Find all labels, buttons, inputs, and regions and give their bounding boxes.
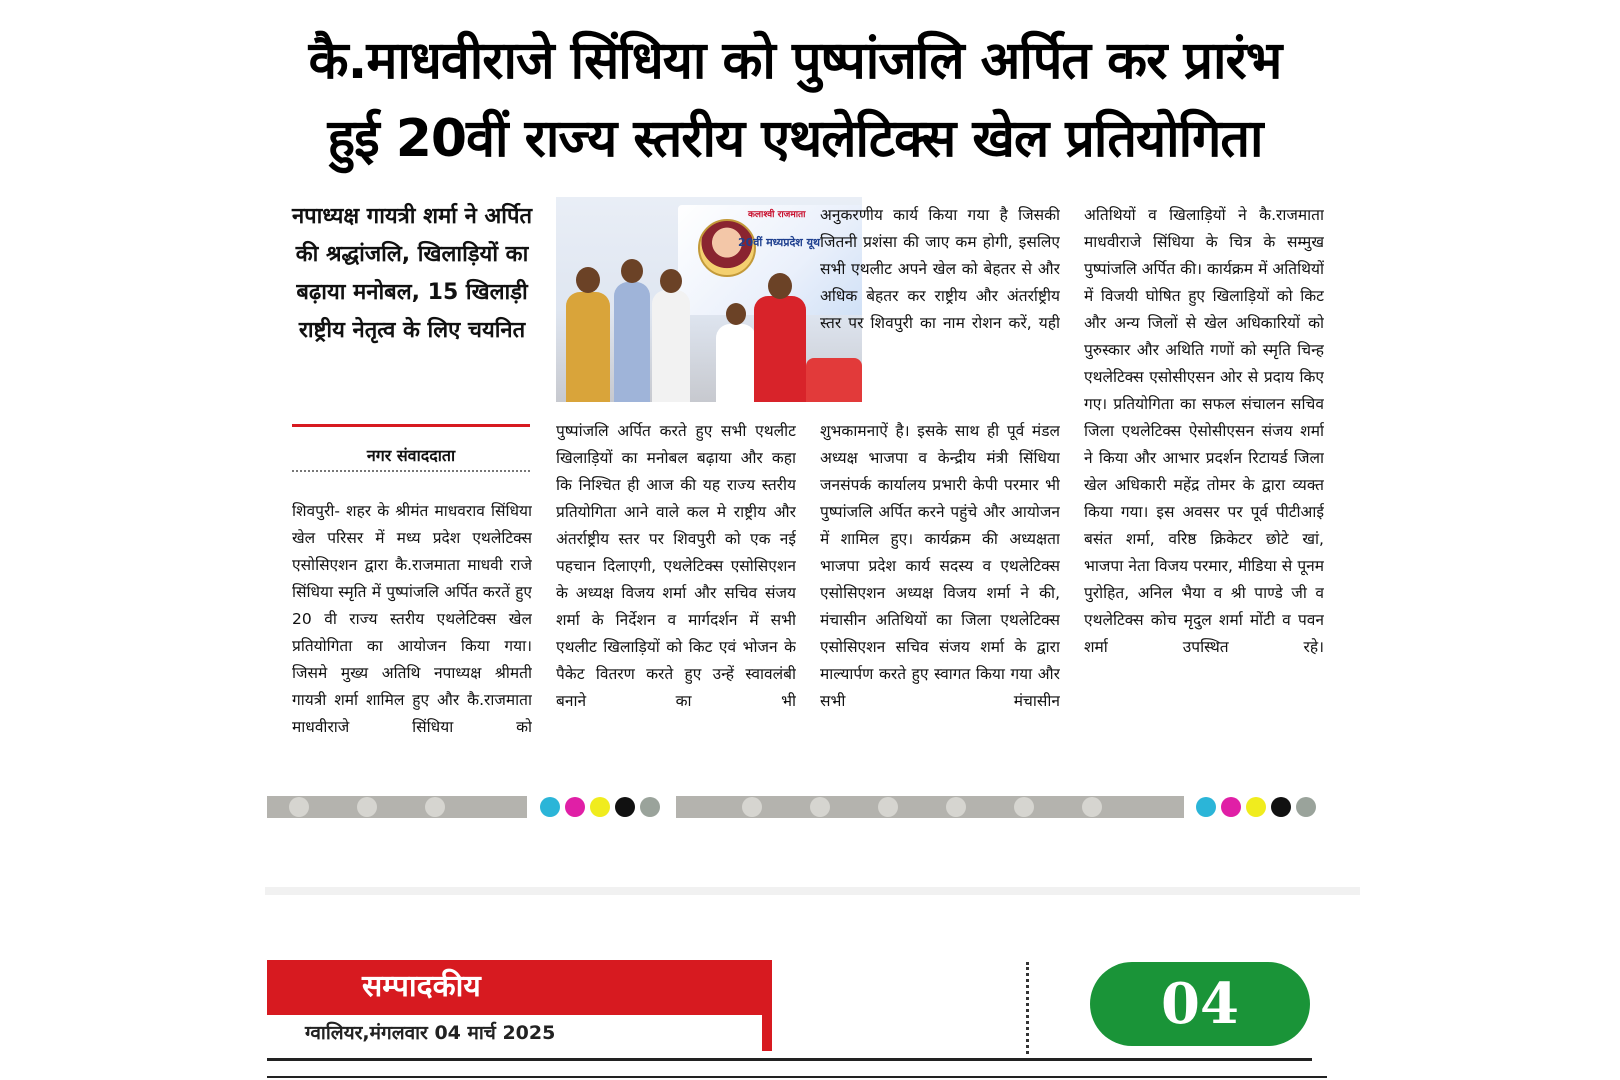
grey-dot [1014, 797, 1034, 817]
byline-divider [292, 470, 530, 472]
grey-reg-dot [640, 797, 660, 817]
subhead-divider [292, 424, 530, 427]
grey-bar [676, 796, 1184, 818]
news-photo [556, 197, 862, 402]
grey-dot [810, 797, 830, 817]
grey-dot [946, 797, 966, 817]
page-fold [265, 887, 1360, 895]
article-column-4: अतिथियों व खिलाड़ियों ने कै.राजमाता माधवीराजे सिंधिया के चित्र के सम्मुख पुष्पांजलि अर्पित की। कार्यक्रम में अतिथियों में विजयी घोषित हुए खिलाड़ियों को किट और अन्य जिलों से खेल अधिकारियों को पुरुस्कार और अथिति गणों को स्मृति चिन्ह एथलेटिक्स एसोसीएसन ओर से प्रदाय किए गए। प्रतियोगिता का सफल संचालन सचिव जिला एथलेटिक्स ऐसोसीएसन संजय शर्मा ने किया और आभार प्रदर्शन रिटायर्ड जिला खेल अधिकारी महेंद्र तोमर के द्वारा व्यक्त किया गया। इस अवसर पर पूर्व पीटीआई बसंत शर्मा, वरिष्ठ क्रिकेटर छोटे खां, भाजपा नेता विजय परमार, मीडिया से पूनम पुरोहित, अनिल भैया व श्री पाण्डे जी व एथलेटिक्स कोच मृदुल शर्मा मोंटी व पवन शर्मा उपस्थित रहे। [1084, 206, 1324, 656]
bottom-rule [267, 1058, 1312, 1061]
person-figure [566, 292, 610, 402]
grey-dot [878, 797, 898, 817]
article-column-1: शिवपुरी- शहर के श्रीमंत माधवराव सिंधिया खेल परिसर में मध्य प्रदेश एथलेटिक्स एसोसिएशन द्वारा कै.राजमाता माधवी राजे सिंधिया स्मृति में पुष्पांजलि अर्पित करतें हुए 20 वी राज्य स्तरीय एथलेटिक्स खेल प्रतियोगिता का आयोजन किया गया। जिसमे मुख्य अतिथि नपाध्यक्ष श्रीमती गायत्री शर्मा शामिल हुए और कै.राजमाता माधवीराजे सिंधिया को [292, 502, 532, 736]
yellow-dot [590, 797, 610, 817]
yellow-dot [1246, 797, 1266, 817]
grey-dot [357, 797, 377, 817]
person-figure [754, 296, 806, 402]
article-column-2: पुष्पांजलि अर्पित करते हुए सभी एथलीट खिलाड़ियों का मनोबल बढ़ाया और कहा कि निश्चित ही आज की यह राज्य स्तरीय प्रतियोगिता आने वाले कल मे राष्ट्रीय और अंतर्राष्ट्रीय स्तर पर शिवपुरी को एक नई पहचान दिलाएगी, एथलेटिक्स एसोसिएशन के अध्यक्ष विजय शर्मा और सचिव संजय शर्मा के निर्देशन व मार्गदर्शन में सभी एथलीट खिलाड़ियों को किट एवं भोजन के पैकेट वितरण करते हुए उन्हें स्वावलंबी बनाने का भी [556, 422, 796, 710]
grey-bar [267, 796, 527, 818]
section-header [267, 960, 772, 1051]
person-head [576, 267, 600, 293]
person-head [621, 259, 643, 283]
black-dot [1271, 797, 1291, 817]
section-title: सम्पादकीय [362, 969, 481, 1004]
page-number: 04 [1090, 962, 1310, 1046]
grey-reg-dot [1296, 797, 1316, 817]
person-figure [716, 324, 756, 402]
person-head [768, 273, 792, 299]
grey-dot [289, 797, 309, 817]
issue-date: ग्वालियर,मंगलवार 04 मार्च 2025 [267, 1015, 762, 1051]
banner-top-text: कलाश्वी राजमाता [748, 210, 806, 220]
headline-line-2: हुई 20वीं राज्य स्तरीय एथलेटिक्स खेल प्रतियोगिता [327, 109, 1263, 169]
article-column-3-bottom: शुभकामनाऐं है। इसके साथ ही पूर्व मंडल अध्यक्ष भाजपा व केन्द्रीय मंत्री सिंधिया जनसंपर्क कार्यालय प्रभारी केपी परमार भी पुष्पांजलि अर्पित करने पहुंचे और आयोजन में शामिल हुए। कार्यक्रम की अध्यक्षता भाजपा प्रदेश कार्य सदस्य व एथलेटिक्स एसोसिएशन अध्यक्ष विजय शर्मा ने की, मंचासीन अतिथियों का जिला एथलेटिक्स एसोसिएशन सचिव संजय शर्मा के द्वारा माल्यार्पण करते हुए स्वागत किया गया और सभी मंचासीन [820, 422, 1060, 710]
dotted-separator [1026, 962, 1029, 1054]
magenta-dot [1221, 797, 1241, 817]
subheadline: नपाध्यक्ष गायत्री शर्मा ने अर्पित की श्रद्धांजलि, खिलाड़ियों का बढ़ाया मनोबल, 15 खिलाड़ी राष्ट्रीय नेतृत्व के लिए चयनित [291, 204, 533, 343]
article-column-3-top: अनुकरणीय कार्य किया गया है जिसकी जितनी प्रशंसा की जाए कम होगी, इसलिए सभी एथलीट अपने खेल को बेहतर से और अधिक बेहतर कर राष्ट्रीय और अंतर्राष्ट्रीय स्तर पर शिवपुरी का नाम रोशन करें, यही [820, 206, 1060, 332]
cyan-dot [540, 797, 560, 817]
byline: नगर संवाददाता [366, 446, 456, 465]
person-head [660, 269, 682, 293]
grey-dot [742, 797, 762, 817]
grey-dot [1082, 797, 1102, 817]
person-figure [652, 290, 690, 402]
person-figure [614, 282, 650, 402]
person-head [726, 303, 746, 325]
grey-dot [425, 797, 445, 817]
registration-strip [0, 796, 1620, 818]
banner-title-text: 20वीं मध्यप्रदेश यूथ [738, 236, 821, 249]
headline-line-1: कै.माधवीराजे सिंधिया को पुष्पांजलि अर्पित कर प्रारंभ [308, 31, 1282, 91]
bottom-rule [267, 1076, 1327, 1078]
headline [250, 22, 1340, 178]
magenta-dot [565, 797, 585, 817]
black-dot [615, 797, 635, 817]
cyan-dot [1196, 797, 1216, 817]
